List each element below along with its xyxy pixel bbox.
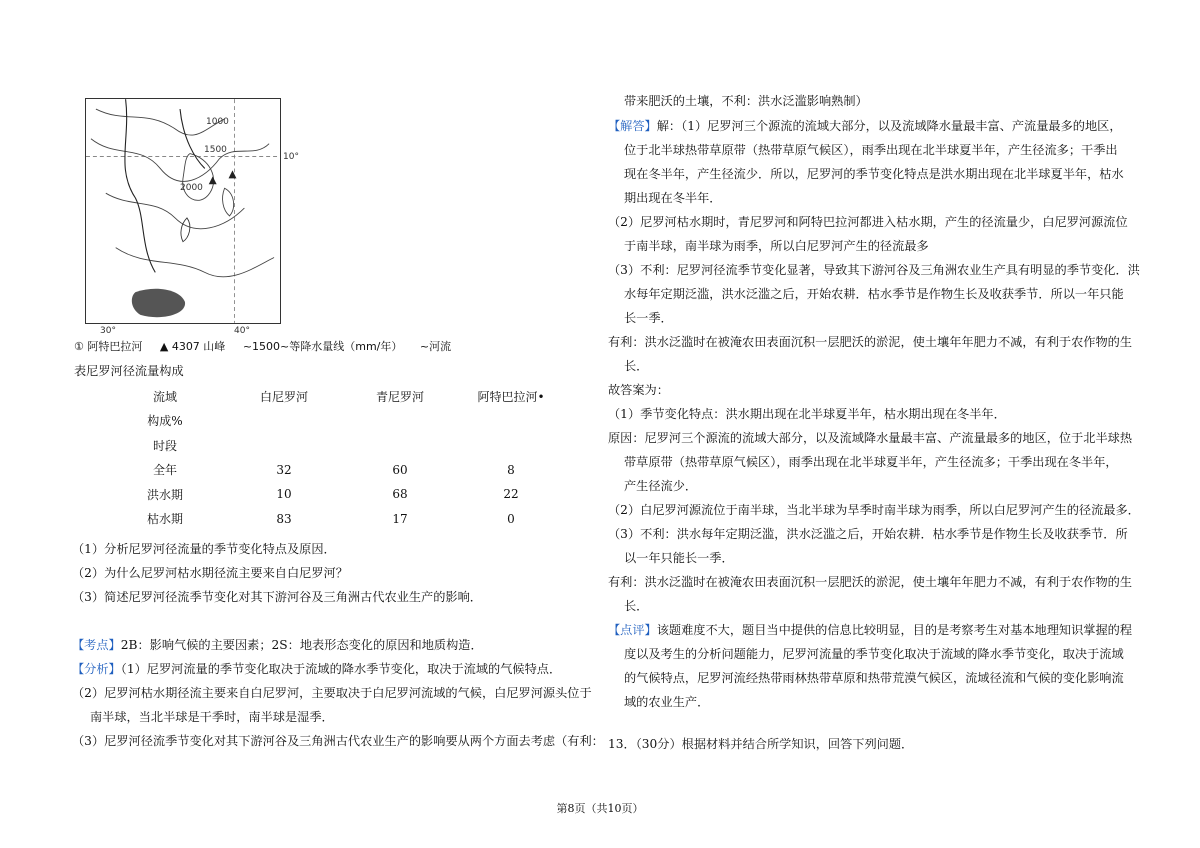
table-cell: 枯水期 (146, 512, 183, 527)
answer-line: 于南半球，南半球为雨季，所以白尼罗河产生的径流最多 (624, 239, 929, 253)
table-title: 表尼罗河径流量构成 (74, 364, 184, 378)
jieda-line (608, 114, 1122, 138)
table-cell: 60 (392, 462, 408, 477)
kaodian-tag: 【考点】 (72, 638, 121, 652)
kaodian-text: 2B：影响气候的主要因素；2S：地表形态变化的原因和地质构造． (120, 638, 483, 652)
answer-line: 域的农业生产． (624, 695, 710, 709)
answer-line: （3）不利：洪水每年定期泛滥，洪水泛滥之后，开始农耕．枯水季节是作物生长及收获季节．所 (608, 527, 1128, 541)
legend-atbara: ① 阿特巴拉河 (74, 340, 143, 353)
table-sub-cell: 构成% (147, 414, 183, 429)
question-3: （3）简述尼罗河径流季节变化对其下游河谷及三角洲古代农业生产的影响． (72, 590, 482, 604)
dianping-tag: 【点评】 (608, 623, 657, 637)
answer-line: 现在冬半年，产生径流少．所以，尼罗河的季节变化特点是洪水期出现在北半球夏半年，枯水 (624, 167, 1124, 181)
table-cell: 17 (392, 511, 408, 526)
legend-peak: ▲ 4307 山峰 (159, 340, 226, 353)
answer-line: 原因：尼罗河三个源流的流域大部分，以及流域降水量最丰富、产流量最多的地区，位于北半球热 (608, 431, 1133, 445)
table-row (110, 458, 570, 483)
nile-basin-map (85, 98, 281, 324)
page-footer: 第8页（共10页） (556, 802, 644, 815)
contour-label-1500: 1500 (204, 145, 227, 155)
table-header-cell: 阿特巴拉河• (477, 389, 545, 404)
table-header-cell: 青尼罗河 (375, 389, 424, 404)
table-cell: 68 (392, 487, 408, 502)
fenxi-line: 南半球，当北半球是干季时，南半球是湿季． (90, 710, 334, 724)
answer-line: （3）不利：尼罗河径流季节变化显著，导致其下游河谷及三角洲农业生产具有明显的季节变化．洪 (608, 263, 1140, 277)
answer-line: 水每年定期泛滥，洪水泛滥之后，开始农耕．枯水季节是作物生长及收获季节．所以一年只能 (624, 287, 1124, 301)
dianping-text: 该题难度不大，题目当中提供的信息比较明显，目的是考察考生对基本地理知识掌握的程 (656, 623, 1133, 637)
table-row (110, 507, 570, 532)
table-cell: 10 (276, 487, 292, 502)
table-cell: 0 (507, 511, 515, 526)
table-cell: 22 (503, 487, 519, 502)
table-header-cell: 流域 (152, 389, 177, 404)
question-13: 13．（30分）根据材料并结合所学知识，回答下列问题． (608, 737, 914, 751)
map-tick-30: 30° (100, 326, 116, 336)
question-2: （2）为什么尼罗河枯水期径流主要来自白尼罗河？ (72, 566, 348, 580)
answer-line: 带来肥沃的土壤，不利：洪水泛滥影响熟制） (624, 94, 868, 108)
answer-line: 长． (624, 359, 649, 373)
table-cell: 32 (276, 462, 292, 477)
legend-river: ~河流 (419, 340, 452, 353)
contour-label-1000: 1000 (206, 117, 229, 127)
jieda-text: 解：（1）尼罗河三个源流的流域大部分，以及流域降水量最丰富、产流量最多的地区， (656, 119, 1122, 133)
map-tick-10: 10° (283, 152, 299, 162)
answer-line: （2）白尼罗河源流位于南半球，当北半球为旱季时南半球为雨季，所以白尼罗河产生的径流最多． (608, 503, 1140, 517)
table-row (110, 433, 570, 458)
answer-line: 带草原带（热带草原气候区），雨季出现在北半球夏半年，产生径流多；干季出现在冬半年， (624, 455, 1118, 469)
runoff-table (110, 384, 570, 531)
table-header-cell: 白尼罗河 (259, 389, 308, 404)
map-legend (74, 338, 465, 354)
answer-line: 期出现在冬半年． (624, 191, 722, 205)
answer-line: 有利：洪水泛滥时在被淹农田表面沉积一层肥沃的淤泥，使土壤年年肥力不减，有利于农作物的生 (608, 575, 1133, 589)
fenxi-tag: 【分析】 (72, 662, 121, 676)
legend-isohyet: ~1500~等降水量线（mm/年） (242, 340, 403, 353)
answer-line: （2）尼罗河枯水期时，青尼罗河和阿特巴拉河都进入枯水期，产生的径流量少，白尼罗河源流位 (608, 215, 1128, 229)
kaodian-line (72, 633, 483, 657)
fenxi-line: （2）尼罗河枯水期径流主要来自白尼罗河，主要取决于白尼罗河流域的气候，白尼罗河源头位于 (72, 686, 592, 700)
contour-label-2000: 2000 (180, 183, 203, 193)
table-sub-cell: 时段 (152, 438, 177, 453)
map-drawing (86, 99, 280, 323)
table-row (110, 409, 570, 434)
answer-line: 长一季． (624, 311, 673, 325)
answer-line: 位于北半球热带草原带（热带草原气候区），雨季出现在北半球夏半年，产生径流多；干季出 (624, 143, 1118, 157)
answer-line: 故答案为： (608, 383, 669, 397)
fenxi-text: （1）尼罗河流量的季节变化取决于流域的降水季节变化，取决于流域的气候特点． (120, 662, 562, 676)
table-row (110, 482, 570, 507)
answer-line: （1）季节变化特点：洪水期出现在北半球夏半年，枯水期出现在冬半年． (608, 407, 1006, 421)
answer-line: 的气候特点，尼罗河流经热带雨林热带草原和热带荒漠气候区，流域径流和气候的变化影响流 (624, 671, 1124, 685)
answer-line: 有利：洪水泛滥时在被淹农田表面沉积一层肥沃的淤泥，使土壤年年肥力不减，有利于农作物的生 (608, 335, 1133, 349)
fenxi-line (72, 657, 561, 681)
table-row (110, 384, 570, 409)
answer-line: 产生径流少． (624, 479, 698, 493)
table-cell: 83 (276, 511, 292, 526)
table-cell: 洪水期 (146, 487, 183, 502)
answer-line: 以一年只能长一季． (624, 551, 734, 565)
answer-line: 长． (624, 599, 649, 613)
fenxi-line: （3）尼罗河径流季节变化对其下游河谷及三角洲古代农业生产的影响要从两个方面去考虑（有利： (72, 734, 604, 748)
table-cell: 8 (507, 462, 515, 477)
jieda-tag: 【解答】 (608, 119, 657, 133)
dianping-line (608, 618, 1132, 642)
map-tick-40: 40° (234, 326, 250, 336)
question-1: （1）分析尼罗河径流量的季节变化特点及原因． (72, 542, 336, 556)
answer-line: 度以及考生的分析问题能力，尼罗河流量的季节变化取决于流域的降水季节变化，取决于流域 (624, 647, 1124, 661)
table-cell: 全年 (152, 463, 177, 478)
